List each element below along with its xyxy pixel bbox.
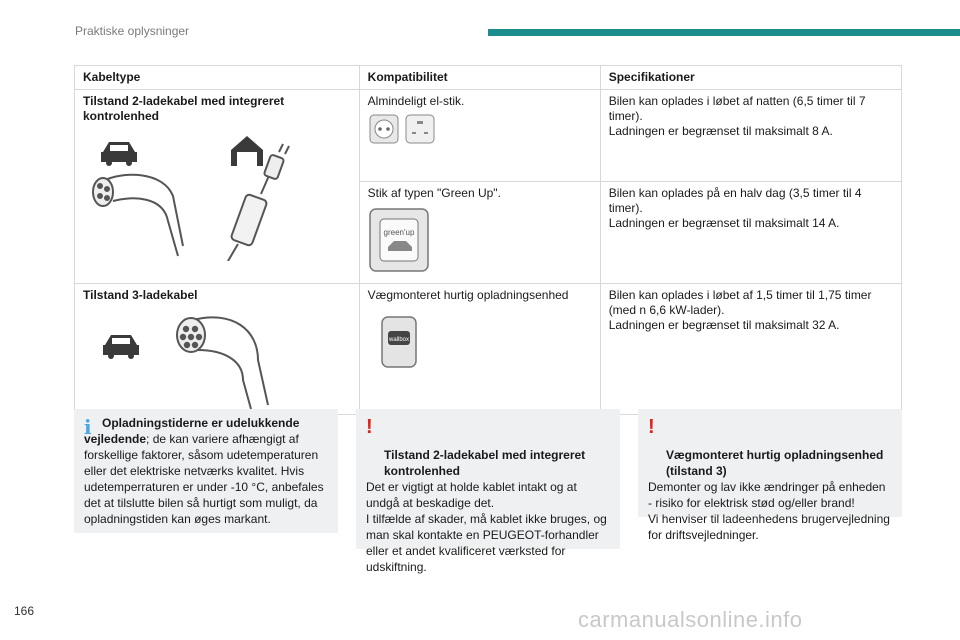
household-socket-illustration [368,113,438,149]
mode3-cable-cell [75,284,360,415]
household-socket-label: Almindeligt el-stik. [367,94,465,108]
warning-icon: ! [366,416,373,438]
header-cable-type: Kabeltype [75,66,360,90]
header-compatibility: Kompatibilitet [359,66,600,90]
spec-line: Ladningen er begrænset til maksimalt 14 A. [608,216,840,230]
house-icon [231,136,263,166]
car-icon [103,335,139,359]
household-socket-icon [370,115,398,143]
mode2-household-compat-cell [359,90,600,182]
warning-note-mode2-title: Tilstand 2-ladekabel med integreret kontrolenhed [384,448,586,478]
wallbox-brand-text: wallbox [388,337,409,343]
type2-connector-icon [177,317,268,409]
mode2-greenup-compat-cell [359,182,600,284]
warning-note-mode3 [638,409,902,542]
info-note-body: ; de kan variere afhængigt af forskellige faktorer, såsom udetemperaturen eller det elektriske netværks kvalitet. Hvis udetemperraturen er under -10 °C, anbefales det at tilslutte bilen så hurtigt som muligt, da opladningstiden kan øges markant. [84,432,324,526]
mode2-cable-illustration [83,126,323,261]
watermark: carmanualsonline.info [578,607,803,632]
page-number: 166 [14,604,35,618]
warning-note-mode3-body: Demonter og lav ikke ændringer på enheden - risiko for elektrisk stød og/eller brand! Vi henviser til ladeenhedens brugervejledning for driftsvejledninger. [648,480,890,542]
table-row [75,284,902,415]
mode2-household-spec-cell [600,90,901,182]
mode3-cable-illustration [83,305,323,410]
mode2-cable-label: Tilstand 2-ladekabel med integreret kontrolenhed [83,94,285,123]
header-specifications: Specifikationer [600,66,901,90]
mode3-spec-cell [600,284,901,415]
warning-note-mode2-body: Det er vigtigt at holde kablet intakt og at undgå at beskadige det. I tilfælde af skader, må kablet ikke bruges, og man skal kontakte en PEUGEOT-forhandler eller et andet kvalificeret værksted for udskiftning. [366,480,607,574]
mode2-greenup-spec-cell [600,182,901,284]
info-icon: i [84,415,92,439]
spec-line: Bilen kan oplades i løbet af 1,5 timer til 1,75 timer (med n 6,6 kW-lader). [608,288,872,317]
mode2-cable-cell [75,90,360,284]
wallbox-icon [382,317,416,367]
spec-line: Ladningen er begrænset til maksimalt 32 A. [608,318,840,332]
warning-icon: ! [648,416,655,438]
spec-line: Bilen kan oplades i løbet af natten (6,5 timer til 7 timer). [608,94,866,123]
info-note [74,409,338,533]
warning-note-mode3-title: Vægmonteret hurtig opladningsenhed (tilstand 3) [666,448,884,478]
table-header-row [75,66,902,90]
header-accent-bar [488,29,960,36]
mode3-cable-label: Tilstand 3-ladekabel [83,288,198,302]
greenup-brand-text: green'up [383,228,415,237]
wallbox-illustration [368,313,428,373]
socket-plate-icon [406,115,434,143]
spec-line: Ladningen er begrænset til maksimalt 8 A. [608,124,833,138]
warning-note-mode2 [356,409,620,574]
table-row [75,90,902,182]
mode3-compat-cell [359,284,600,415]
charging-connector-icon [93,175,183,256]
greenup-socket-label: Stik af typen "Green Up". [367,186,501,200]
section-title: Praktiske oplysninger [75,24,190,38]
wallbox-label: Vægmonteret hurtig opladningsenhed [367,288,569,302]
greenup-socket-icon [370,209,428,271]
greenup-socket-illustration [368,207,432,277]
car-icon [101,142,137,166]
charging-cable-table [74,65,902,415]
info-note-title: Opladningstiderne er udelukkende vejledende [84,416,300,446]
spec-line: Bilen kan oplades på en halv dag (3,5 timer til 4 timer). [608,186,862,215]
